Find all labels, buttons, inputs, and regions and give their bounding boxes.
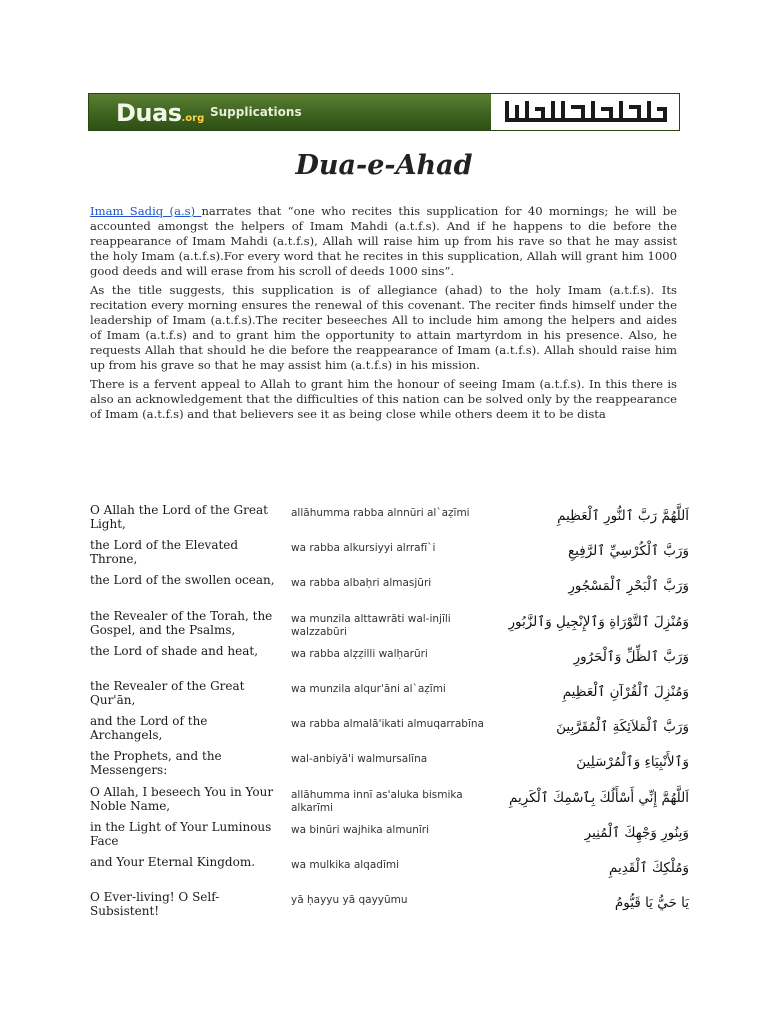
verse-english: the Lord of shade and heat, — [90, 643, 259, 658]
verse-transliteration: wa rabba albaḥri almasjūri — [291, 577, 432, 590]
verse-transliteration: wa munzila alqur'āni al`aẓīmi — [291, 682, 446, 695]
intro-paragraph-3: There is a fervent appeal to Allah to grant him the honour of seeing Imam (a.t.f.s). In this there is also an acknowledgement that the difficulties of this nation can be solved only by the reappearance of Imam (a.t.f.s) and that believers see it as being close while others deem it to be dista — [90, 377, 677, 421]
verse-transliteration: wa binūri wajhika almunīri — [291, 823, 430, 836]
verse-english: the Lord of the Elevated Throne, — [90, 538, 239, 567]
verse-arabic: اَللَّهُمَّ رَبَّ ٱلنُّورِ ٱلْعَظِيمِ — [557, 508, 689, 524]
verse-row — [90, 573, 690, 608]
verse-transliteration: allāhumma rabba alnnūri al`aẓīmi — [291, 507, 470, 519]
verse-transliteration: yā ḥayyu yā qayyūmu — [291, 894, 408, 907]
site-banner — [88, 93, 680, 131]
verse-row — [90, 890, 690, 925]
verse-arabic: وَرَبَّ ٱلْكُرْسِيِّ ٱلرَّفِيعِ — [567, 543, 689, 560]
bismillah-calligraphy-icon — [491, 94, 679, 130]
verse-arabic: اَللَّهُمَّ إِنِّي أَسْأَلُكَ بِٱسْمِكَ ٱلْكَرِيمِ — [509, 789, 689, 806]
verse-transliteration: wal-anbiyā'i walmursalīna — [291, 753, 428, 766]
verse-english: and Your Eternal Kingdom. — [90, 854, 256, 869]
imam-sadiq-link[interactable]: Imam Sadiq (a.s) — [90, 204, 202, 218]
verse-transliteration: allāhumma innī as'aluka bismika alkarīmi — [291, 788, 463, 814]
verse-english: the Revealer of the Torah, the Gospel, and the Psalms, — [90, 608, 273, 637]
verse-transliteration: wa munzila alttawrāti wal-injīli walzzabūri — [291, 612, 451, 638]
site-tagline: Supplications — [210, 105, 302, 119]
verse-transliteration: wa rabba almalā'ikati almuqarrabīna — [291, 718, 484, 731]
verse-transliteration: wa rabba alkursiyyi alrrafī`i — [291, 542, 436, 555]
verse-english: in the Light of Your Luminous Face — [90, 819, 272, 848]
logo-suffix: .org — [181, 113, 205, 124]
verse-row — [90, 855, 690, 890]
verse-arabic: وَرَبَّ ٱلْمَلاَئِكَةِ ٱلْمُقَرَّبِينَ — [556, 719, 689, 736]
verse-arabic: وَرَبَّ ٱلظِّلِّ وَٱلْحَرُورِ — [573, 648, 689, 665]
intro-paragraph-1 — [90, 204, 677, 279]
verse-arabic: وَمُلْكِكَ ٱلْقَدِيمِ — [608, 859, 689, 876]
verse-row — [90, 714, 690, 749]
intro-paragraph-1-text: narrates that “one who recites this supplication for 40 mornings; he will be accounted amongst the helpers of Imam Mahdi (a.t.f.s). And if he happens to die before the reappearance of Imam Mahdi (a.t.f.s), Allah will raise him up from his rave so that he may assist the holy Imam (a.t.f.s).For every word that he recites in this supplication, Allah will grant him 1000 good deeds and will erase from his scroll of deeds 1000 sins”. — [90, 204, 677, 278]
dua-verse-table — [90, 503, 690, 925]
site-logo[interactable] — [116, 99, 204, 127]
verse-row — [90, 609, 690, 644]
verse-english: O Allah the Lord of the Great Light, — [90, 503, 268, 531]
verse-row — [90, 749, 690, 784]
verse-arabic: وَمُنْزِلَ ٱلتَّوْرَاةِ وَٱلإِنْجِيلِ وَٱلزَّبُورِ — [508, 613, 689, 630]
verse-arabic: وَرَبَّ ٱلْبَحْرِ ٱلْمَسْجُورِ — [568, 578, 689, 595]
verse-row — [90, 820, 690, 855]
verse-row — [90, 785, 690, 820]
verse-english: and the Lord of the Archangels, — [90, 714, 208, 743]
page-title: Dua-e-Ahad — [295, 150, 473, 181]
intro-text — [90, 204, 677, 426]
verse-arabic: يَا حَيُّ يَا قَيُّومُ — [614, 895, 689, 912]
verse-arabic: وَٱلأَنْبِيَاءِ وَٱلْمُرْسَلِينَ — [576, 754, 689, 771]
intro-paragraph-2: As the title suggests, this supplication is of allegiance (ahad) to the holy Imam (a.t.f.s). Its recitation every morning ensures the renewal of this covenant. The reciter finds himself under the leadership of Imam (a.t.f.s).The reciter beseeches All to include him among the helpers and aides of Imam (a.t.f.s) and to grant him the opportunity to attain martyrdom in his presence. Also, he requests Allah that should he die before the reappearance of Imam (a.t.f.s). Allah should raise him up from his grave so that he may assist him (a.t.f.s) in his mission. — [90, 283, 677, 372]
verse-arabic: وَمُنْزِلَ ٱلْقُرْآنِ ٱلْعَظِيمِ — [562, 683, 689, 700]
verse-english: the Lord of the swollen ocean, — [90, 573, 275, 588]
verse-english: the Revealer of the Great Qur'ān, — [90, 678, 245, 707]
verse-english: the Prophets, and the Messengers: — [90, 749, 222, 778]
verse-english: O Ever-living! O Self-Subsistent! — [90, 890, 220, 919]
logo-brand: Duas — [116, 99, 182, 127]
verse-english: O Allah, I beseech You in Your Noble Name, — [90, 784, 274, 813]
verse-row — [90, 538, 690, 573]
verse-row — [90, 503, 690, 538]
verse-transliteration: wa rabba alẓẓilli walḥarūri — [291, 647, 428, 660]
verse-row — [90, 679, 690, 714]
verse-arabic: وَبِنُورِ وَجْهِكَ ٱلْمُنِيرِ — [584, 824, 689, 841]
verse-transliteration: wa mulkika alqadīmi — [291, 858, 400, 871]
verse-row — [90, 644, 690, 679]
